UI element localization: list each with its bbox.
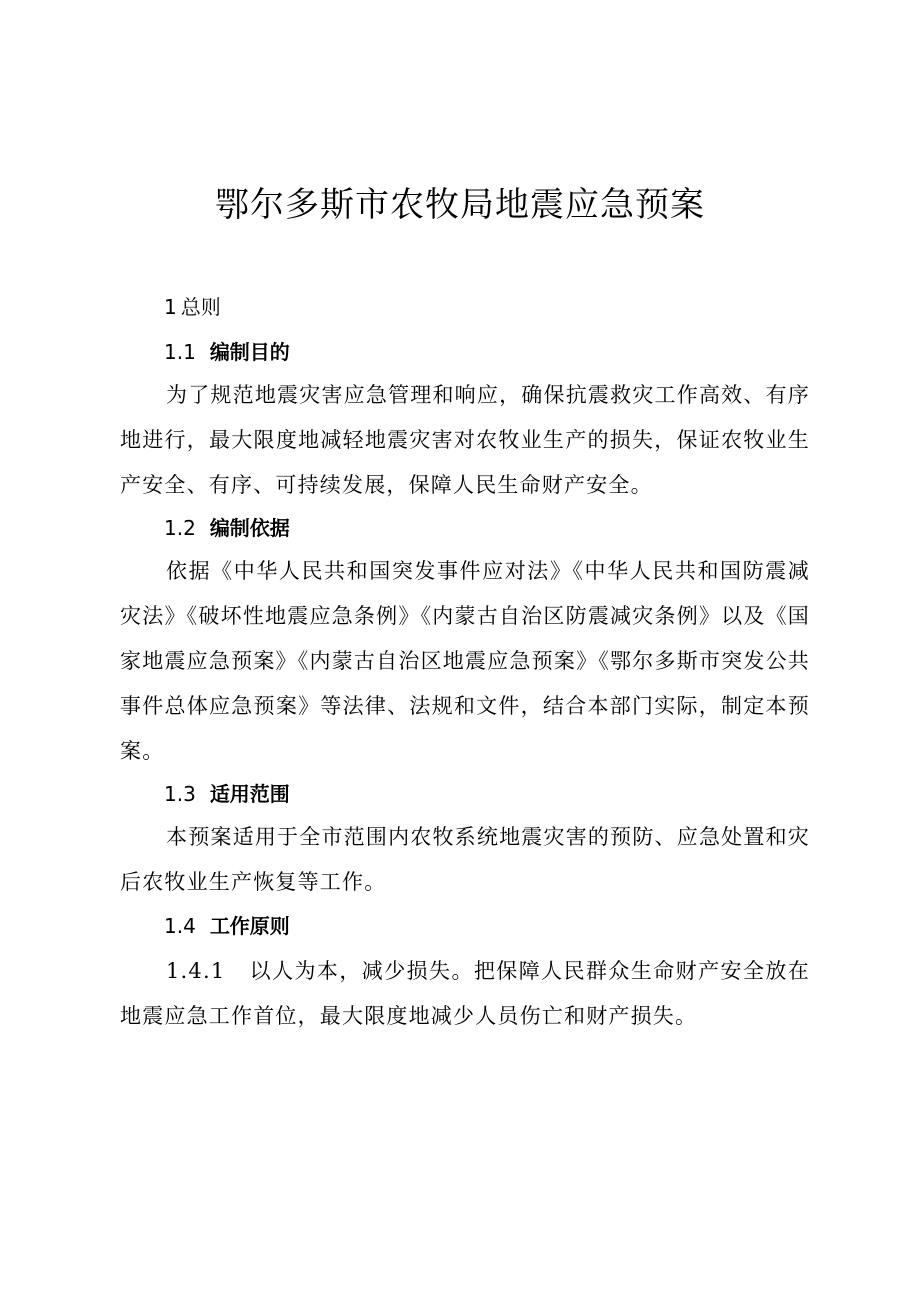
subsection-number: 1.4.1 (166, 959, 226, 983)
section-title: 工作原则 (209, 914, 290, 938)
principle-text: 以人为本，减少损失。把保障人民群众生命财产安全放在地震应急工作首位，最大限度地减少人员伤亡和财产损失。 (120, 959, 810, 1028)
section-title: 编制依据 (209, 516, 290, 540)
section-heading-1 (164, 292, 221, 322)
section-title: 编制目的 (209, 340, 290, 364)
section-heading-1-4 (164, 911, 290, 941)
document-title: 鄂尔多斯市农牧局地震应急预案 (215, 185, 705, 225)
paragraph-principle-1 (120, 949, 810, 1039)
section-number: 1.1 (164, 340, 196, 364)
paragraph-scope: 本预案适用于全市范围内农牧系统地震灾害的预防、应急处置和灾后农牧业生产恢复等工作。 (120, 825, 810, 894)
paragraph-purpose: 为了规范地震灾害应急管理和响应，确保抗震救灾工作高效、有序地进行，最大限度地减轻地震灾害对农牧业生产的损失，保证农牧业生产安全、有序、可持续发展，保障人民生命财产安全。 (120, 383, 810, 497)
section-title: 总则 (180, 295, 221, 319)
section-number: 1.4 (164, 914, 196, 938)
section-title: 适用范围 (209, 782, 290, 806)
section-number: 1.2 (164, 516, 196, 540)
paragraph-basis: 依据《中华人民共和国突发事件应对法》《中华人民共和国防震减灾法》《破坏性地震应急条例》《内蒙古自治区防震减灾条例》以及《国家地震应急预案》《内蒙古自治区地震应急预案》《鄂尔多斯市突发公共事件总体应急预案》等法律、法规和文件，结合本部门实际，制定本预案。 (120, 559, 810, 763)
section-number: 1.3 (164, 782, 196, 806)
section-number: 1 (164, 295, 177, 319)
section-heading-1-2 (164, 513, 290, 543)
section-heading-1-1 (164, 337, 290, 367)
section-heading-1-3 (164, 779, 290, 809)
